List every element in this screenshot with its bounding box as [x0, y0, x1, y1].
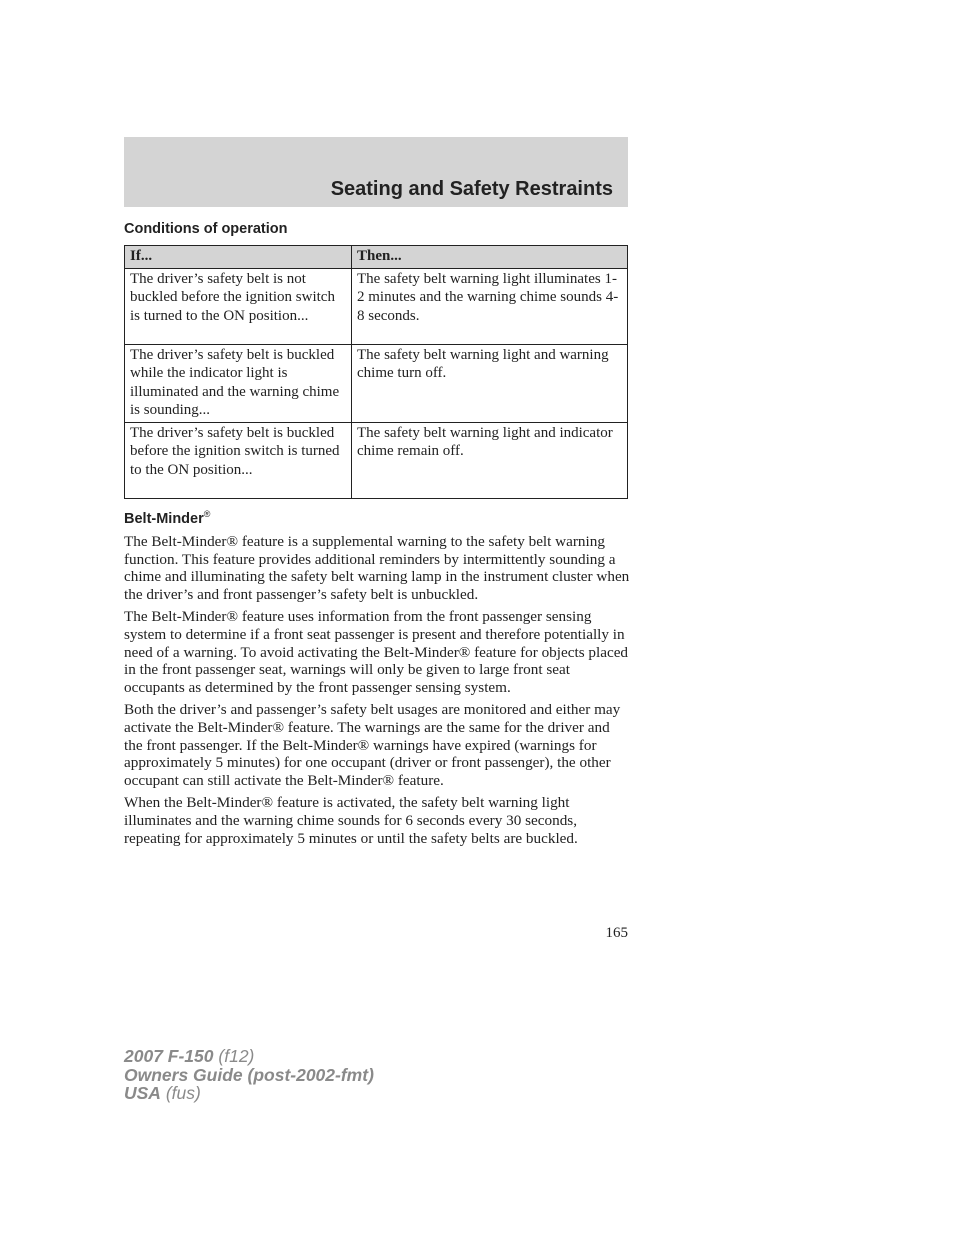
- table-row: [125, 422, 628, 498]
- table-row: [125, 344, 628, 422]
- table-cell-then: The safety belt warning light illuminates 1-2 minutes and the warning chime sounds 4-8 seconds.: [352, 268, 628, 344]
- footer-line-1: [124, 1047, 374, 1066]
- footer-model-code: (f12): [218, 1046, 255, 1066]
- table-cell-if: The driver’s safety belt is buckled before the ignition switch is turned to the ON position...: [125, 422, 352, 498]
- conditions-heading: Conditions of operation: [124, 221, 288, 237]
- footer-guide: Owners Guide (post-2002-fmt): [124, 1064, 374, 1085]
- table-cell-then: The safety belt warning light and warning chime turn off.: [352, 344, 628, 422]
- footer-line-3: [124, 1084, 374, 1103]
- conditions-table: [124, 245, 628, 499]
- paragraph: Both the driver’s and passenger’s safety belt usages are monitored and either may activate the Belt-Minder® feature. The warnings are the same for the driver and the front passenger. If the Belt-Minder® warnings have expired (warnings for approximately 5 minutes) for one occupant (driver or front passenger), the other occupant can still activate the Belt-Minder® feature.: [124, 701, 621, 789]
- table-cell-if: The driver’s safety belt is buckled while the indicator light is illuminated and the warning chime is sounding...: [125, 344, 352, 422]
- paragraph: The Belt-Minder® feature is a supplemental warning to the safety belt warning function. This feature provides additional reminders by intermittently sounding a chime and illuminating the safety belt warning lamp in the instrument cluster when the driver’s and front passenger’s safety belt is unbuckled.: [124, 533, 630, 603]
- belt-minder-heading: [124, 509, 210, 527]
- footer-market-code: (fus): [165, 1083, 201, 1103]
- section-title: Seating and Safety Restraints: [330, 178, 613, 200]
- section-header-band: [124, 137, 628, 207]
- document-footer: [124, 1047, 374, 1103]
- table-row: [125, 268, 628, 344]
- table-cell-if: The driver’s safety belt is not buckled before the ignition switch is turned to the ON position...: [125, 268, 352, 344]
- paragraph: The Belt-Minder® feature uses information from the front passenger sensing system to determine if a front seat passenger is present and therefore potentially in need of a warning. To avoid activating the Belt-Minder® feature for objects placed in the front passenger seat, warnings will only be given to large front seat occupants as determined by the front passenger sensing system.: [124, 608, 629, 696]
- registered-mark: ®: [203, 509, 211, 519]
- table-header-row: [125, 246, 628, 269]
- belt-minder-body: [124, 533, 630, 852]
- footer-market: USA: [124, 1083, 161, 1103]
- footer-line-2: [124, 1066, 374, 1085]
- paragraph: When the Belt-Minder® feature is activated, the safety belt warning light illuminates and the warning chime sounds for 6 seconds every 30 seconds, repeating for approximately 5 minutes or until the safety belts are buckled.: [124, 794, 578, 847]
- column-header-if: If...: [125, 246, 352, 269]
- column-header-then: Then...: [352, 246, 628, 269]
- table-cell-then: The safety belt warning light and indicator chime remain off.: [352, 422, 628, 498]
- belt-minder-heading-text: Belt-Minder: [124, 510, 204, 527]
- page-number: 165: [605, 925, 628, 941]
- footer-model: 2007 F-150: [124, 1046, 214, 1066]
